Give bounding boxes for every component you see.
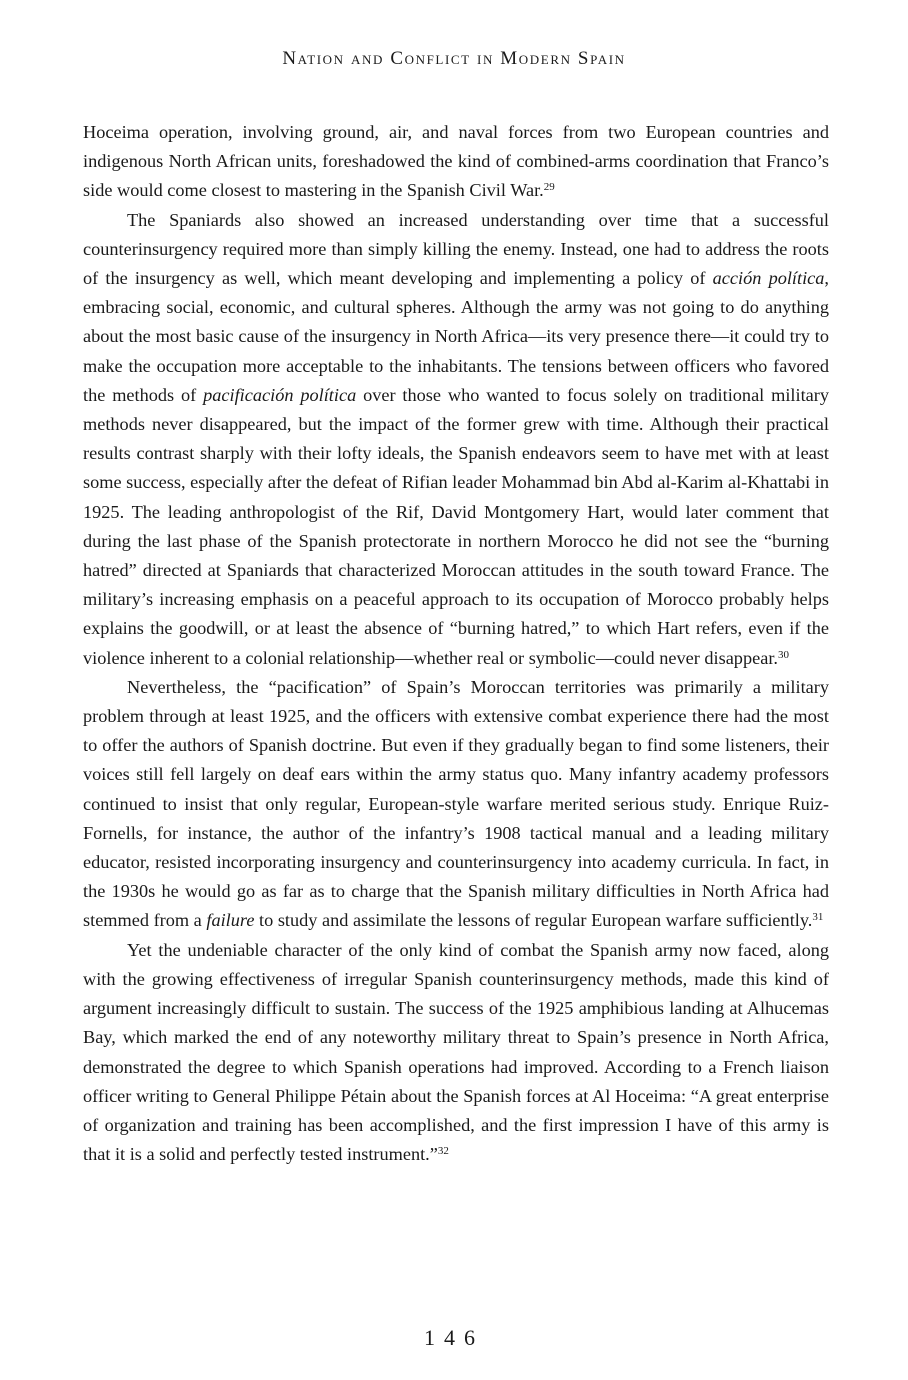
text-run: to study and assimilate the lessons of regular European warfare sufficiently. bbox=[254, 910, 813, 931]
italic-term: pacificación política bbox=[203, 384, 357, 405]
footnote-ref: 31 bbox=[812, 911, 824, 924]
text-run: over those who wanted to focus solely on traditional military methods never disappeared, but the impact of the former grew with time. Although their practical results contrast sharply with their lofty ideals, the Spanish endeavors seem to have met with at least some success, especially after the defeat of Rifian leader Mohammad bin Abd al-Karim al-Khattabi in 1925. The leading anthropologist of the Rif, David Montgomery Hart, would later comment that during the last phase of the Spanish protectorate in northern Morocco he did not see the “burning hatred” directed at Spaniards that characterized Moroccan attitudes in the south toward France. The military’s increasing emphasis on a peaceful approach to its occupation of Morocco probably helps explains the goodwill, or at least the absence of “burning hatred,” to which Hart refers, even if the violence inherent to a colonial relationship—whether real or symbolic—could never disappear. bbox=[83, 384, 830, 668]
paragraph bbox=[83, 936, 829, 1170]
footnote-ref: 30 bbox=[777, 648, 789, 661]
text-run: The Spaniards also showed an increased understanding over time that a successful counterinsurgency required more than simply killing the enemy. Instead, one had to address the roots of the insurgency as well, which meant developing and implementing a policy of bbox=[83, 209, 829, 289]
footnote-ref: 32 bbox=[437, 1145, 449, 1158]
text-run: Hoceima operation, involving ground, air, and naval forces from two European countries and indigenous North African units, foreshadowed the kind of combined-arms coordination that Franco’s side would come closest to mastering in the Spanish Civil War. bbox=[83, 122, 829, 201]
page-number: 146 bbox=[424, 1325, 484, 1350]
italic-term: failure bbox=[206, 910, 255, 931]
paragraph bbox=[83, 206, 829, 673]
italic-term: acción política bbox=[712, 268, 825, 289]
text-run: Yet the undeniable character of the only kind of combat the Spanish army now faced, along with the growing effectiveness of irregular Spanish counterinsurgency methods, made this kind of argument increasingly difficult to sustain. The success of the 1925 amphibious landing at Alhucemas Bay, which marked the end of any noteworthy military threat to Spain’s presence in North Africa, demonstrated the degree to which Spanish operations had improved. According to a French liaison officer writing to General Philippe Pétain about the Spanish forces at Al Hoceima: “A great enterprise of organization and training has been accomplished, and the first impression I have of this army is that it is a solid and perfectly tested instrument.” bbox=[83, 939, 829, 1165]
text-run: , embracing social, economic, and cultural spheres. Although the army was not going to do anything about the most basic cause of the insurgency in North Africa—its very presence there—it could try to make the occupation more acceptable to the inhabitants. The tensions between officers who favored the methods of bbox=[83, 268, 829, 405]
paragraph bbox=[83, 673, 829, 936]
footnote-ref: 29 bbox=[543, 181, 555, 194]
body-text bbox=[83, 118, 829, 1169]
running-head: Nation and Conflict in Modern Spain bbox=[282, 48, 626, 69]
text-run: Nevertheless, the “pacification” of Spain’s Moroccan territories was primarily a military problem through at least 1925, and the officers with extensive combat experience there had the most to offer the authors of Spanish doctrine. But even if they gradually began to find some listeners, their voices still fell largely on deaf ears within the army status quo. Many infantry academy professors continued to insist that only regular, European-style warfare merited serious study. Enrique Ruiz-Fornells, for instance, the author of the infantry’s 1908 tactical manual and a leading military educator, resisted incorporating insurgency and counterinsurgency into academy curricula. In fact, in the 1930s he would go as far as to charge that the Spanish military difficulties in North Africa had stemmed from a bbox=[83, 676, 829, 931]
paragraph bbox=[83, 118, 829, 206]
